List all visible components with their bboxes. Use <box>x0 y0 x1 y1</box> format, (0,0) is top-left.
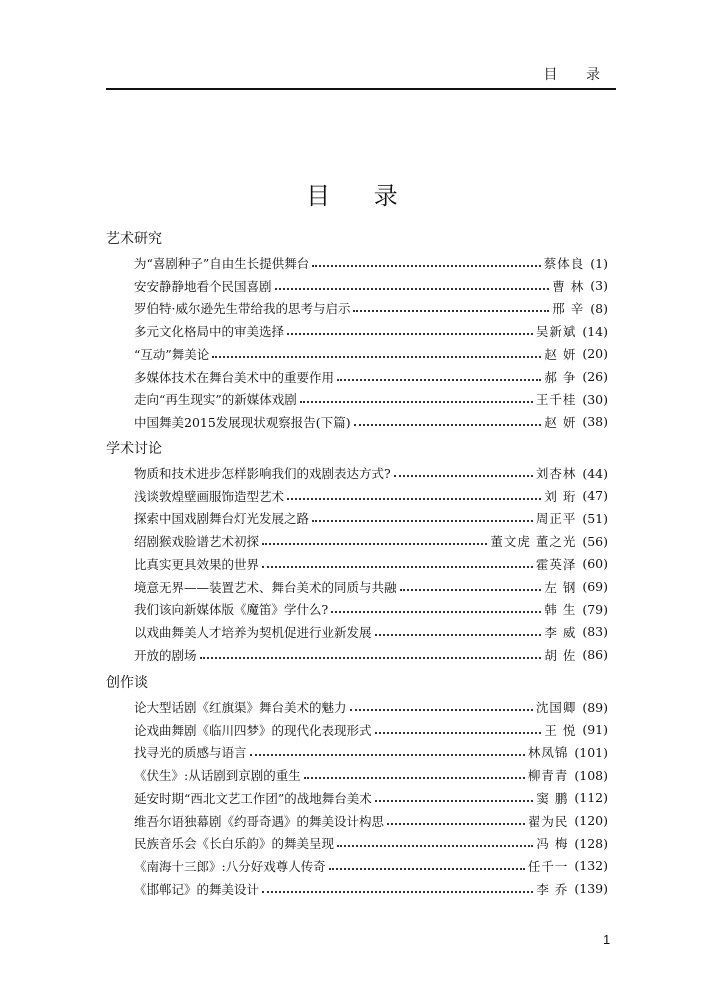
toc-entry-title: 多媒体技术在舞台美术中的重要作用 <box>134 369 335 385</box>
toc-entry-title: 比真实更具效果的世界 <box>134 556 260 572</box>
toc-entry-title: 论戏曲舞剧《临川四梦》的现代化表现形式 <box>134 722 372 738</box>
toc-entry-page: (3) <box>590 278 608 294</box>
toc-entry-page: (30) <box>582 391 608 407</box>
toc-entry[interactable] <box>134 388 608 410</box>
dot-leader <box>275 288 550 290</box>
toc-entry-title: 论大型话剧《红旗渠》舞台美术的魅力 <box>134 700 347 715</box>
toc-entry[interactable] <box>134 411 608 433</box>
toc-entry-page: (79) <box>582 601 608 617</box>
dot-leader <box>250 754 525 756</box>
toc-entry-title: 境意无界——装置艺术、舞台美术的同质与共融 <box>134 579 397 595</box>
toc-entry-author: 韩 生 <box>544 602 577 618</box>
toc-entry-page: (89) <box>582 699 608 715</box>
toc-entry[interactable] <box>134 810 608 832</box>
toc-entry-title: 安安静静地看个民国喜剧 <box>134 278 272 294</box>
toc-entry-author: 左 钢 <box>544 579 577 595</box>
toc-entry[interactable] <box>134 696 608 718</box>
toc-entry[interactable] <box>134 462 608 484</box>
toc-entry-page: (91) <box>582 722 608 738</box>
toc-entry[interactable] <box>134 832 608 854</box>
dot-leader <box>312 520 533 522</box>
toc-entry-page: (108) <box>574 767 608 783</box>
dot-leader <box>337 379 541 381</box>
toc-entry-title: 《伏生》:从话剧到京剧的重生 <box>134 768 301 784</box>
toc-entry-page: (101) <box>574 744 608 760</box>
toc-entry-author: 蔡体良 <box>543 256 585 271</box>
dot-leader <box>262 543 487 545</box>
toc-entry-author: 沈国卿 <box>535 700 577 715</box>
section-heading: 创作谈 <box>106 675 148 691</box>
toc-entry[interactable] <box>134 343 608 365</box>
toc-entry-page: (26) <box>582 369 608 384</box>
dot-leader <box>304 777 525 779</box>
toc-entry-author: 李 乔 <box>536 881 569 897</box>
dot-leader <box>287 333 533 335</box>
toc-entry[interactable] <box>134 787 608 809</box>
toc-entry-author: 翟为民 <box>527 813 569 829</box>
toc-entry[interactable] <box>134 598 608 620</box>
page-title: 目 录 <box>306 182 416 210</box>
dot-leader <box>287 498 541 500</box>
dot-leader <box>337 845 533 847</box>
toc-entry-page: (56) <box>582 533 608 549</box>
toc-entry[interactable] <box>134 485 608 507</box>
toc-entry-page: (44) <box>582 465 608 481</box>
toc-entry-author: 霍英泽 <box>535 556 577 572</box>
dot-leader <box>375 634 542 636</box>
toc-entry-title: 为“喜剧种子”自由生长提供舞台 <box>134 256 310 271</box>
dot-leader <box>400 589 542 591</box>
toc-entry-page: (86) <box>582 647 608 663</box>
toc-entry-page: (120) <box>574 813 608 828</box>
toc-entry-title: 绍剧猴戏脸谱艺术初探 <box>134 534 260 550</box>
dot-leader <box>312 265 540 267</box>
toc-entry-title: “互动”舞美论 <box>134 346 210 362</box>
toc-entry-author: 赵 妍 <box>544 346 577 362</box>
dot-leader <box>375 732 542 734</box>
toc-entry-page: (20) <box>582 346 608 362</box>
toc-entry-title: 物质和技术进步怎样影响我们的戏剧表达方式? <box>134 466 391 481</box>
section-heading: 艺术研究 <box>106 231 162 247</box>
dot-leader <box>354 424 542 426</box>
toc-entry[interactable] <box>134 576 608 598</box>
dot-leader <box>262 566 533 568</box>
toc-entry-author: 周正平 <box>535 511 577 527</box>
toc-entry-author: 窦 鹏 <box>536 790 569 806</box>
dot-leader <box>329 868 525 870</box>
toc-entry-title: 《邯郸记》的舞美设计 <box>134 881 260 897</box>
toc-entry[interactable] <box>134 252 608 274</box>
toc-entry-page: (1) <box>590 255 608 271</box>
running-header <box>106 64 616 90</box>
page-number: 1 <box>603 932 611 947</box>
toc-entry[interactable] <box>134 644 608 666</box>
toc-entry[interactable] <box>134 855 608 877</box>
toc-entry-author: 邢 辛 <box>552 301 585 317</box>
toc-entry-author: 任千一 <box>527 858 569 874</box>
dot-leader <box>375 800 534 802</box>
toc-entry-author: 冯 梅 <box>536 836 569 852</box>
toc-entry[interactable] <box>134 719 608 741</box>
toc-entry-page: (112) <box>574 790 608 806</box>
toc-entry-page: (83) <box>582 624 608 640</box>
toc-entry-title: 中国舞美2015发展现状观察报告(下篇) <box>134 414 351 430</box>
toc-entry-author: 吴新斌 <box>535 324 577 340</box>
toc-entry-title: 延安时期“西北文艺工作团”的战地舞台美术 <box>134 790 372 806</box>
dot-leader <box>300 401 533 403</box>
toc-entry-author: 董文虎 董之光 <box>490 534 577 550</box>
toc-entry-page: (47) <box>582 488 608 504</box>
toc-entry-page: (128) <box>574 835 608 851</box>
dot-leader <box>394 475 533 477</box>
toc-entry[interactable] <box>134 366 608 388</box>
toc-entry-author: 王 悦 <box>544 722 577 738</box>
toc-entry[interactable] <box>134 741 608 763</box>
toc-entry-title: 开放的剧场 <box>134 647 197 663</box>
toc-entry-title: 民族音乐会《长白乐韵》的舞美呈现 <box>134 836 335 852</box>
toc-entry-title: 探索中国戏剧舞台灯光发展之路 <box>134 511 310 527</box>
toc-entry-page: (51) <box>582 510 608 526</box>
toc-entry-page: (132) <box>574 858 608 874</box>
toc-entry-author: 王千桂 <box>535 392 577 408</box>
dot-leader <box>353 310 549 312</box>
toc-entry[interactable] <box>134 507 608 529</box>
toc-entry-title: 浅谈敦煌壁画服饰造型艺术 <box>134 488 285 504</box>
section-heading: 学术讨论 <box>106 441 162 457</box>
toc-entry-title: 《南海十三郎》:八分好戏尊人传奇 <box>134 858 326 874</box>
toc-entry-page: (38) <box>582 414 608 430</box>
toc-entry-author: 林凤锦 <box>527 745 569 761</box>
running-header-title: 目 录 <box>543 67 612 83</box>
dot-leader <box>331 611 541 613</box>
toc-entry-author: 曹 林 <box>552 278 585 294</box>
toc-entry-author: 李 威 <box>544 624 577 640</box>
toc-entry-author: 刘 珩 <box>544 488 577 504</box>
toc-entry[interactable] <box>134 764 608 786</box>
dot-leader <box>262 891 533 893</box>
toc-entry-page: (60) <box>582 556 608 572</box>
toc-entry[interactable] <box>134 320 608 342</box>
toc-entry-page: (69) <box>582 579 608 594</box>
toc-entry-author: 柳青青 <box>527 768 569 784</box>
dot-leader <box>212 356 541 358</box>
toc-entry-title: 以戏曲舞美人才培养为契机促进行业新发展 <box>134 624 372 640</box>
toc-entry-title: 走向“再生现实”的新媒体戏剧 <box>134 392 297 408</box>
toc-entry-author: 郝 争 <box>544 369 577 385</box>
dot-leader <box>350 709 533 711</box>
toc-entry-title: 维吾尔语独幕剧《约哥奇遇》的舞美设计构思 <box>134 813 385 829</box>
toc-entry-author: 赵 妍 <box>544 414 577 430</box>
toc-entry-title: 多元文化格局中的审美选择 <box>134 324 285 340</box>
toc-entry-title: 找寻光的质感与语言 <box>134 745 247 761</box>
toc-entry-page: (8) <box>590 300 608 316</box>
toc-entry-title: 我们该向新媒体版《魔笛》学什么? <box>134 602 329 618</box>
toc-entry[interactable] <box>134 530 608 552</box>
toc-entry-author: 刘杏林 <box>535 466 577 481</box>
toc-entry[interactable] <box>134 553 608 575</box>
dot-leader <box>387 823 525 825</box>
toc-entry[interactable] <box>134 878 608 900</box>
toc-entry[interactable] <box>134 297 608 319</box>
toc-entry[interactable] <box>134 275 608 297</box>
toc-entry-page: (139) <box>574 881 608 897</box>
toc-entry[interactable] <box>134 621 608 643</box>
dot-leader <box>200 657 542 659</box>
toc-entry-page: (14) <box>582 323 608 339</box>
toc-entry-title: 罗伯特·威尔逊先生带给我的思考与启示 <box>134 301 351 317</box>
toc-entry-author: 胡 佐 <box>544 647 577 663</box>
